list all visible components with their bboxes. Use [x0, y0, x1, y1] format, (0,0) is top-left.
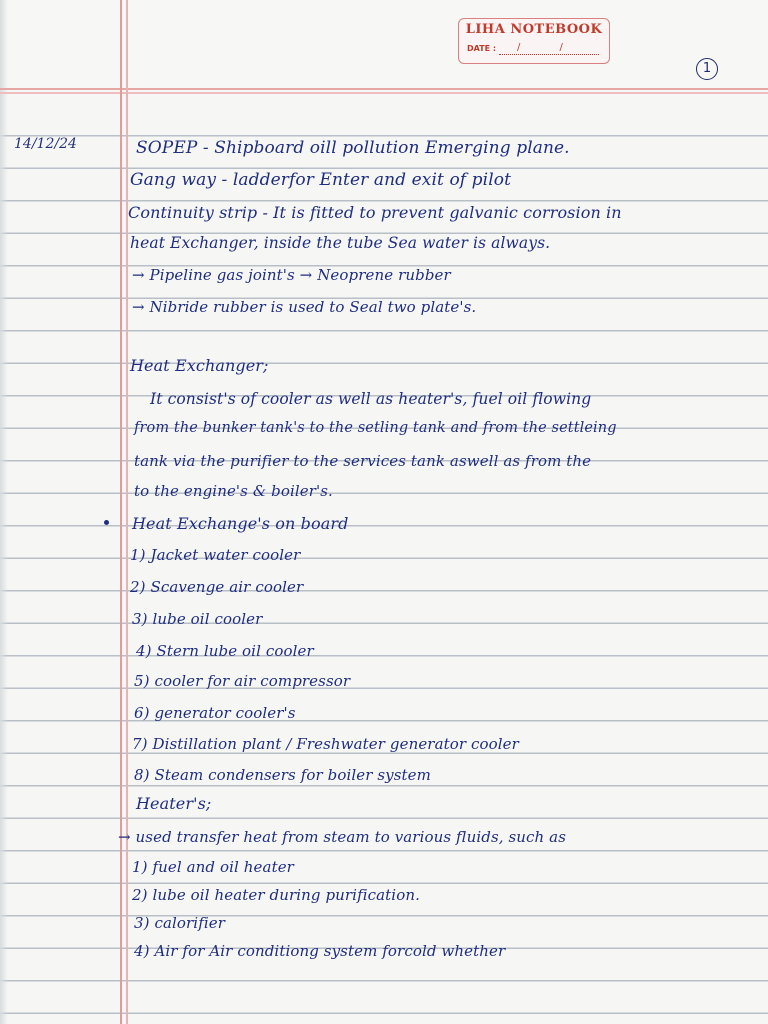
- list-item: 4) Stern lube oil cooler: [136, 642, 314, 660]
- note-line: Continuity strip - It is fitted to prevent galvanic corrosion in: [128, 203, 622, 222]
- date-line: [499, 54, 599, 55]
- brand-stamp: [458, 18, 610, 64]
- list-item: 8) Steam condensers for boiler system: [134, 766, 431, 784]
- note-line: → Nibride rubber is used to Seal two plate's.: [132, 298, 477, 316]
- list-item: 4) Air for Air conditiong system forcold whether: [134, 942, 506, 960]
- note-line: SOPEP - Shipboard oill pollution Emerging plane.: [136, 138, 570, 158]
- note-line: Gang way - ladderfor Enter and exit of pilot: [130, 170, 511, 190]
- list-item: 3) calorifier: [134, 914, 225, 932]
- section-heading: Heater's;: [136, 794, 212, 813]
- note-line: → Pipeline gas joint's → Neoprene rubber: [132, 266, 451, 284]
- list-item: 1) Jacket water cooler: [130, 546, 301, 564]
- note-line: to the engine's & boiler's.: [134, 482, 333, 500]
- list-item: 5) cooler for air compressor: [134, 672, 351, 690]
- note-line: → used transfer heat from steam to various fluids, such as: [118, 828, 567, 846]
- margin-rule-secondary: [126, 0, 128, 1024]
- note-line: tank via the purifier to the services tank aswell as from the: [134, 452, 592, 470]
- brand-name: LIHA NOTEBOOK: [465, 22, 603, 37]
- header-rule: [0, 88, 768, 90]
- page-edge-shadow: [0, 0, 8, 1024]
- list-item: 3) lube oil cooler: [132, 610, 263, 628]
- list-item: 1) fuel and oil heater: [132, 858, 294, 876]
- margin-rule: [120, 0, 122, 1024]
- header-rule-secondary: [0, 92, 768, 94]
- page-header-area: [0, 0, 768, 90]
- note-line: from the bunker tank's to the setling tank and from the settleing: [134, 420, 617, 436]
- entry-date: 14/12/24: [14, 136, 77, 152]
- section-heading: Heat Exchange's on board: [132, 514, 349, 533]
- list-item: 2) Scavenge air cooler: [130, 578, 304, 596]
- list-item: 7) Distillation plant / Freshwater generator cooler: [132, 735, 519, 753]
- note-line: It consist's of cooler as well as heater's, fuel oil flowing: [150, 390, 592, 408]
- list-item: 2) lube oil heater during purification.: [132, 886, 420, 904]
- bullet-dot: [104, 520, 109, 525]
- note-line: heat Exchanger, inside the tube Sea water is always.: [130, 234, 551, 252]
- page-number: 1: [696, 58, 718, 80]
- list-item: 6) generator cooler's: [134, 704, 296, 722]
- date-slashes: / /: [517, 42, 581, 53]
- section-heading: Heat Exchanger;: [130, 356, 269, 375]
- date-label: DATE :: [467, 44, 497, 53]
